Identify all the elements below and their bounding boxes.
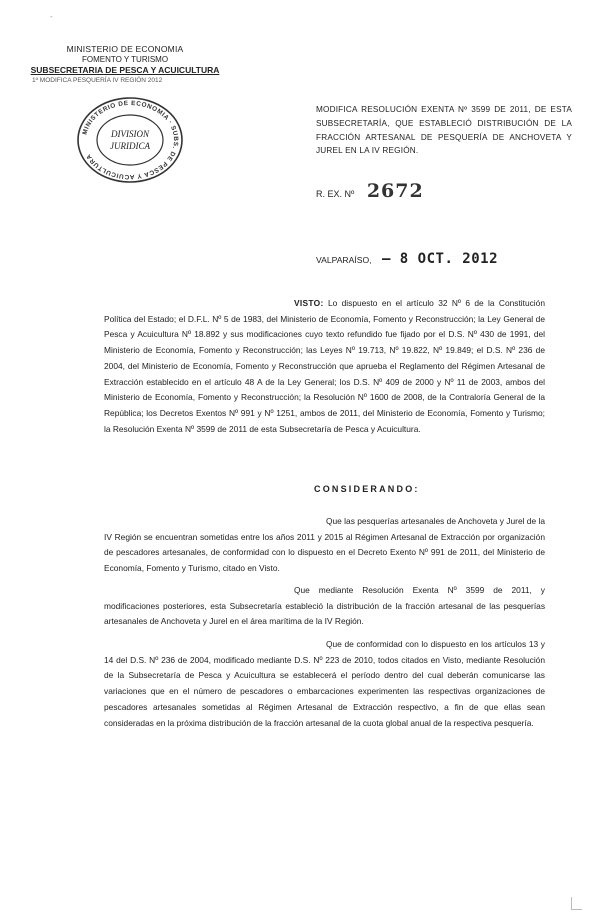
considerando-paragraph-1: Que las pesquerías artesanales de Anchoveta y Jurel de la IV Región se encuentran sometidas entre los años 2011 y 2015 al Régimen Artesanal de Extracción por organización de pescadores artesanales, de conformidad con lo dispuesto en el Decreto Exento Nº 991 de 2011, del Ministerio de Economía, Fomento y Turismo, citado en Visto. <box>104 516 545 574</box>
stamp-ring-text: MINISTERIO DE ECONOMIA · SUBS. DE PESCA Y ACUICULTURA <box>81 99 180 181</box>
considerando-paragraph-2: Que mediante Resolución Exenta Nº 3599 de 2011, y modificaciones posteriores, esta Subsecretaría estableció la distribución de la fracción artesanal de las pesquerías artesanales de Anchoveta y Jurel en el área marítima de la IV Región. <box>104 585 545 627</box>
stamp-center-line-2: JURIDICA <box>110 141 150 151</box>
page-corner-mark <box>571 897 582 910</box>
reference-line: 1º MODIFICA PESQUERÍA IV REGIÓN 2012 <box>32 77 163 84</box>
ministry-line-1: MINISTERIO DE ECONOMIA <box>66 44 184 54</box>
visto-label: VISTO: <box>294 298 324 308</box>
stamp-center-line-1: DIVISION <box>111 129 149 139</box>
place-date-line <box>316 251 498 267</box>
svg-text:MINISTERIO DE ECONOMIA · SUBS. <box>81 100 179 180</box>
resolution-number: 2672 <box>366 180 424 202</box>
visto-paragraph <box>104 296 545 437</box>
considerando-paragraph-3: Que de conformidad con lo dispuesto en los artículos 13 y 14 del D.S. Nº 236 de 2004, modificado mediante D.S. Nº 223 de 2010, todos citados en Visto, mediante Resolución de la Subsecretaría de Pesca y Acuicultura se establecerá el período dentro del cual deberán comunicarse las variaciones que en el número de pescadores o embarcaciones experimenten las respectivas organizaciones de pescadores artesanales sometidas al Régimen Artesanal de Extracción respectivo, a fin de que ellas sean consideradas en la próxima distribución de la fracción artesanal de la cuota global anual de la respectiva pesquería. <box>104 639 545 728</box>
letterhead <box>30 44 220 85</box>
ministry-line-2: FOMENTO Y TURISMO <box>81 55 169 64</box>
resolution-label: R. EX. Nº <box>316 189 355 199</box>
scan-mark: - <box>50 12 53 21</box>
considerando-heading: CONSIDERANDO: <box>314 484 420 494</box>
place: VALPARAÍSO, <box>316 255 372 265</box>
subsecretaria-line: SUBSECRETARIA DE PESCA Y ACUICULTURA <box>30 65 220 75</box>
visto-text: Lo dispuesto en el artículo 32 Nº 6 de la Constitución Política del Estado; el D.F.L. Nº 5 de 1983, del Ministerio de Economía, Fomento y Reconstrucción; la Ley General de Pesca y Acuicultura Nº 18.892 y sus modificaciones cuyo texto refundido fue fijado por el D.S. Nº 430 de 1991, del Ministerio de Economía, Fomento y Reconstrucción; las Leyes Nº 19.713, Nº 19.822, Nº 19.849; el D.S. Nº 236 de 2004, del Ministerio de Economía, Fomento y Reconstrucción que aprueba el Reglamento del Régimen Artesanal de Extracción establecido en el artículo 48 A de la Ley General; los D.S. Nº 409 de 2000 y Nº 11 de 2003, ambos del Ministerio de Economía, Fomento y Reconstrucción; la Resolución Nº 1600 de 2008, de la Contraloría General de la República; los Decretos Exentos Nº 991 y Nº 1251, ambos de 2011, del Ministerio de Economía, Fomento y Turismo; la Resolución Exenta Nº 3599 de 2011 de esta Subsecretaría de Pesca y Acuicultura. <box>104 298 545 434</box>
division-juridica-stamp <box>74 94 186 186</box>
date-stamp: – 8 OCT. 2012 <box>381 251 499 267</box>
resolution-number-line <box>316 180 424 202</box>
resolution-title: MODIFICA RESOLUCIÓN EXENTA Nº 3599 DE 2011, DE ESTA SUBSECRETARÍA, QUE ESTABLECIÓ DISTRIBUCIÓN DE LA FRACCIÓN ARTESANAL DE PESQUERÍA DE ANCHOVETA Y JUREL EN LA IV REGIÓN. <box>316 105 572 156</box>
